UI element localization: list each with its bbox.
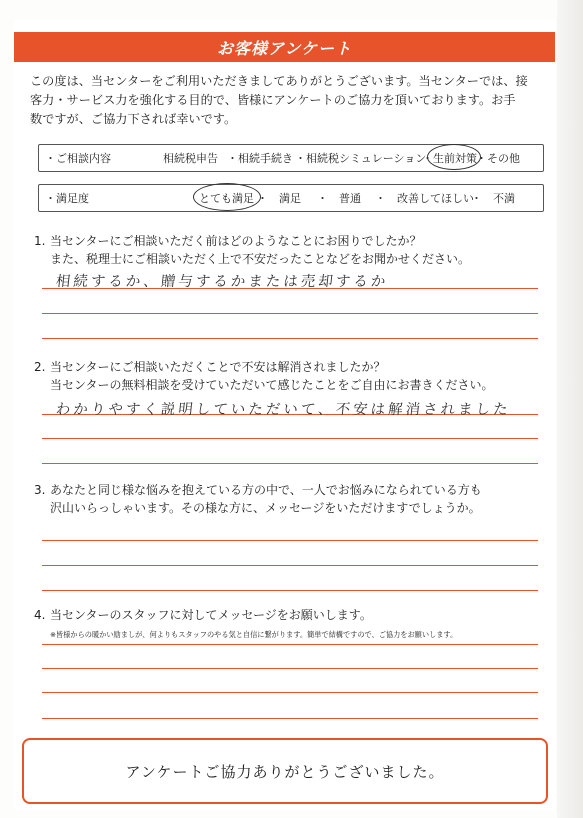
- answer-line: [42, 463, 538, 464]
- consultation-label: ・ご相談内容: [45, 152, 111, 165]
- answer-line: [42, 644, 538, 645]
- consultation-row: [38, 144, 544, 172]
- handwritten-answer-2[interactable]: わかりやすく説明していただいて、不安は解消されました: [55, 402, 512, 418]
- satisfaction-row: [38, 184, 544, 212]
- answer-line: [42, 338, 538, 339]
- answer-line: [42, 668, 538, 669]
- page-edge-shadow: [557, 0, 583, 818]
- answer-line: [42, 313, 538, 314]
- question-text: 当センターの無料相談を受けていただいて感じたことをご自由にお書きください。: [50, 378, 494, 392]
- question-number: 4.: [34, 608, 46, 622]
- satisfaction-option-normal[interactable]: ・ 普通: [317, 192, 361, 205]
- answer-line: [42, 590, 538, 591]
- question-text: あなたと同じ様な悩みを抱えている方の中で、一人でお悩みになられている方も: [50, 483, 482, 497]
- question-4: [34, 606, 544, 644]
- question-number: 2.: [34, 360, 46, 374]
- question-text: 沢山いらっしゃいます。その様な方に、メッセージをいただけますでしょうか。: [50, 501, 481, 515]
- survey-title: お客様アンケート: [216, 38, 353, 58]
- intro-text: [30, 72, 545, 129]
- consultation-option-other[interactable]: ・その他: [476, 152, 520, 165]
- answer-line: [42, 718, 538, 719]
- satisfaction-option-very-satisfied[interactable]: とても満足: [199, 192, 254, 205]
- satisfaction-option-satisfied[interactable]: ・ 満足: [257, 192, 301, 205]
- header-bar: [14, 32, 555, 62]
- question-text: 当センターにご相談いただく前はどのようなことにお困りでしたか？: [50, 234, 422, 248]
- question-text: 当センターのスタッフに対してメッセージをお願いします。: [50, 608, 372, 622]
- selection-circle: [427, 144, 481, 170]
- thank-you-box: [22, 738, 548, 804]
- answer-line: [42, 692, 538, 693]
- handwritten-answer-1[interactable]: 相続するか、贈与するかまたは売却するか: [55, 274, 390, 290]
- answer-line: [42, 438, 538, 439]
- intro-line: 数ですが、ご協力下されば幸いです。: [30, 112, 237, 126]
- question-number: 3.: [34, 483, 46, 497]
- answer-line: [42, 540, 538, 541]
- consultation-option-procedures[interactable]: ・相続手続き: [227, 152, 293, 165]
- question-text: 当センターにご相談いただくことで不安は解消されましたか？: [50, 360, 386, 374]
- consultation-option-pre-death[interactable]: ・生前対策: [422, 152, 477, 165]
- question-3: [34, 481, 544, 517]
- survey-sheet: [14, 20, 555, 810]
- question-2: [34, 358, 544, 394]
- satisfaction-label: ・満足度: [45, 192, 89, 205]
- satisfaction-option-dissatisfied[interactable]: ・ 不満: [471, 192, 515, 205]
- consultation-option-inheritance-tax[interactable]: 相続税申告: [163, 152, 218, 165]
- satisfaction-option-improve[interactable]: ・ 改善してほしい: [375, 192, 474, 205]
- thank-you-message: アンケートご協力ありがとうございました。: [125, 762, 445, 781]
- answer-line: [42, 565, 538, 566]
- question-1: [34, 232, 544, 268]
- question-text: また、税理士にご相談いただく上で不安だったことなどをお聞かせください。: [50, 252, 471, 266]
- question-number: 1.: [34, 234, 46, 248]
- consultation-option-simulation[interactable]: ・相続税シミュレーション: [295, 152, 427, 165]
- question-note: ※皆様からの暖かい励ましが、何よりもスタッフのやる気と自信に繋がります。簡単で結構ですので、ご協力をお願いします。: [50, 630, 458, 639]
- selection-circle: [193, 183, 261, 211]
- intro-line: この度は、当センターをご利用いただきましてありがとうございます。当センターでは、接: [30, 74, 528, 88]
- intro-line: 客力・サービス力を強化する目的で、皆様にアンケートのご協力を頂いております。お手: [30, 93, 516, 107]
